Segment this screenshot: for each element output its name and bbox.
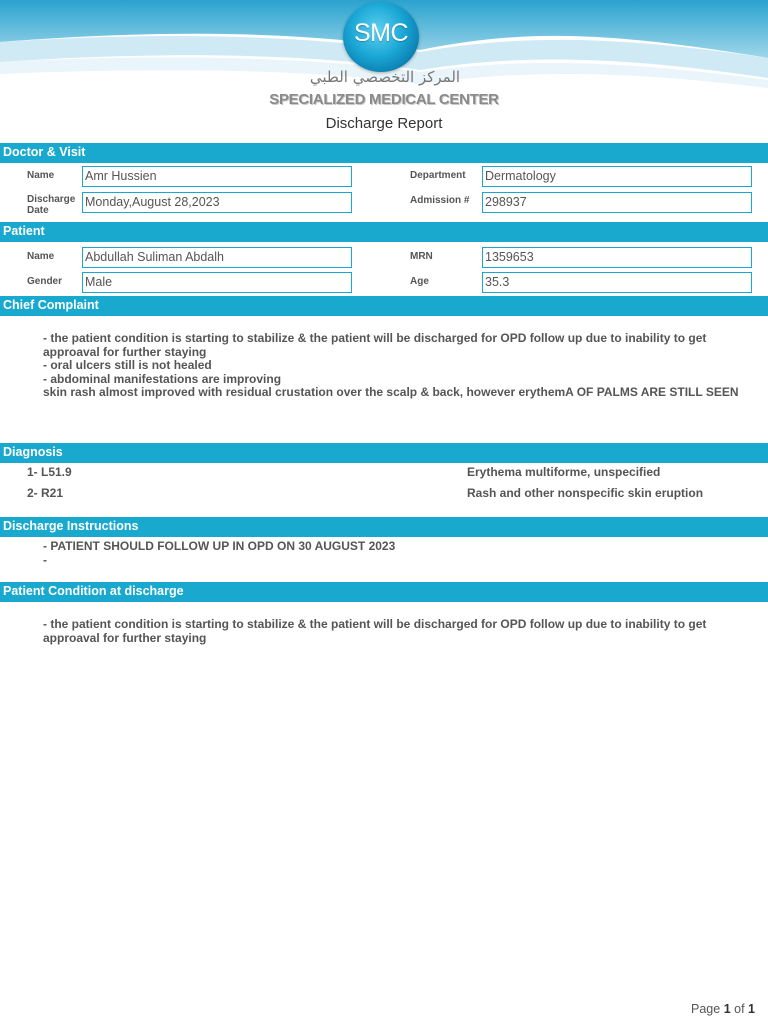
patient-condition-text	[43, 618, 761, 645]
admission-field: 298937	[482, 192, 752, 213]
page-number	[691, 1002, 755, 1016]
discharge-date-field: Monday,August 28,2023	[82, 192, 352, 213]
section-patient-condition: Patient Condition at discharge	[0, 582, 768, 602]
page-word: Page	[691, 1002, 721, 1016]
complaint-line: - abdominal manifestations are improving	[43, 371, 282, 386]
logo-text: SMC	[353, 19, 409, 47]
section-chief-complaint: Chief Complaint	[0, 296, 768, 316]
age-label: Age	[410, 276, 429, 287]
instruction-line: - PATIENT SHOULD FOLLOW UP IN OPD ON 30 AUGUST 2023	[43, 539, 396, 553]
complaint-line: - the patient condition is starting to stabilize & the patient will be discharged for OPD follow up due to inability to get approaval for further staying	[43, 331, 707, 359]
report-header	[0, 0, 768, 132]
section-discharge-instructions: Discharge Instructions	[0, 517, 768, 537]
doctor-name-field: Amr Hussien	[82, 166, 352, 187]
discharge-instructions-text	[43, 540, 763, 567]
report-title: Discharge Report	[325, 115, 443, 132]
age-field: 35.3	[482, 272, 752, 293]
diagnosis-description: Erythema multiforme, unspecified	[467, 465, 661, 479]
center-name: SPECIALIZED MEDICAL CENTER	[269, 91, 499, 108]
instruction-line: -	[43, 552, 47, 567]
patient-name-label: Name	[27, 251, 55, 262]
discharge-date-label	[27, 194, 75, 216]
section-diagnosis: Diagnosis	[0, 443, 768, 463]
section-doctor-visit: Doctor & Visit	[0, 143, 768, 163]
discharge-label-line1: Discharge	[27, 194, 76, 205]
page-current: 1	[723, 1002, 731, 1016]
of-word: of	[734, 1002, 745, 1016]
mrn-label: MRN	[410, 251, 433, 262]
gender-field: Male	[82, 272, 352, 293]
admission-label: Admission #	[410, 195, 470, 206]
diagnosis-code: 2- R21	[27, 486, 64, 500]
condition-line: - the patient condition is starting to stabilize & the patient will be discharged for OPD follow up due to inability to get approaval for further staying	[43, 617, 707, 645]
section-patient: Patient	[0, 222, 768, 242]
complaint-line: skin rash almost improved with residual crustation over the scalp & back, however erythemA OF PALMS ARE STILL SEEN	[43, 385, 739, 400]
diagnosis-description: Rash and other nonspecific skin eruption	[467, 486, 704, 500]
patient-name-field: Abdullah Suliman Abdalh	[82, 247, 352, 268]
mrn-field: 1359653	[482, 247, 752, 268]
arabic-center-name: المركز التخصصي الطبي	[309, 68, 461, 86]
complaint-line: - oral ulcers still is not healed	[43, 358, 212, 373]
department-label: Department	[410, 170, 466, 181]
doctor-name-label: Name	[27, 170, 55, 181]
page-total: 1	[748, 1002, 755, 1016]
chief-complaint-text	[43, 332, 761, 400]
department-field: Dermatology	[482, 166, 752, 187]
diagnosis-code: 1- L51.9	[27, 465, 72, 479]
gender-label: Gender	[27, 276, 63, 287]
discharge-label-line2: Date	[27, 205, 49, 216]
